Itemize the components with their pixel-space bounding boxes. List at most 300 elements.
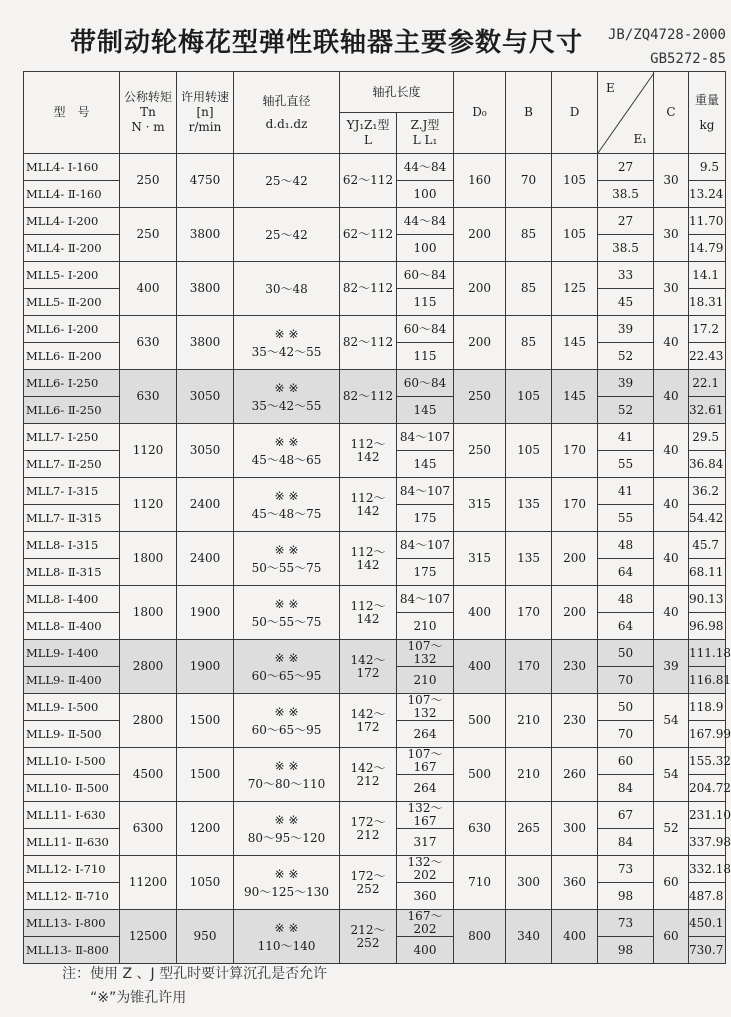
torque-cell: 6300 xyxy=(120,802,177,856)
speed-cell: 3800 xyxy=(177,316,234,370)
d-cell: 125 xyxy=(552,262,598,316)
c-cell: 40 xyxy=(654,424,689,478)
header-diameter xyxy=(234,72,340,154)
b-cell: 170 xyxy=(506,640,552,694)
model-cell: MLL8- Ⅰ-315 xyxy=(24,532,120,559)
taper-mark: ※ ※ xyxy=(274,380,299,395)
e-cell: 48 xyxy=(598,586,654,613)
header-torque xyxy=(120,72,177,154)
e-cell: 48 xyxy=(598,532,654,559)
diameter-cell xyxy=(234,910,340,964)
weight-cell: 332.18 xyxy=(689,856,726,883)
torque-cell: 630 xyxy=(120,316,177,370)
header-weight-unit: kg xyxy=(699,117,715,132)
d0-cell: 160 xyxy=(454,154,506,208)
model-cell: MLL7- Ⅰ-250 xyxy=(24,424,120,451)
diameter-cell xyxy=(234,802,340,856)
diameter-cell xyxy=(234,586,340,640)
table-row xyxy=(24,154,726,181)
model-cell: MLL12- Ⅱ-710 xyxy=(24,883,120,910)
d-cell: 170 xyxy=(552,478,598,532)
b-cell: 170 xyxy=(506,586,552,640)
b-cell: 340 xyxy=(506,910,552,964)
taper-mark: ※ ※ xyxy=(274,488,299,503)
taper-mark: ※ ※ xyxy=(274,596,299,611)
zj-length-cell: 107～132 xyxy=(397,694,454,721)
torque-cell: 2800 xyxy=(120,640,177,694)
diameter-value: 25～42 xyxy=(265,227,308,242)
e1-cell: 38.5 xyxy=(598,235,654,262)
speed-cell: 1500 xyxy=(177,748,234,802)
model-cell: MLL11- Ⅱ-630 xyxy=(24,829,120,856)
zj-length-cell: 60～84 xyxy=(397,262,454,289)
header-d0: D₀ xyxy=(454,72,506,154)
model-cell: MLL13- Ⅱ-800 xyxy=(24,937,120,964)
model-cell: MLL12- Ⅰ-710 xyxy=(24,856,120,883)
table-row xyxy=(24,802,726,829)
page-title: 带制动轮梅花型弹性联轴器主要参数与尺寸 xyxy=(70,28,584,58)
table-row xyxy=(24,748,726,775)
l1-length-cell: 264 xyxy=(397,775,454,802)
weight-cell: 22.1 xyxy=(689,370,726,397)
model-cell: MLL4- Ⅱ-160 xyxy=(24,181,120,208)
b-cell: 105 xyxy=(506,370,552,424)
torque-cell: 2800 xyxy=(120,694,177,748)
speed-cell: 3800 xyxy=(177,208,234,262)
model-cell: MLL11- Ⅰ-630 xyxy=(24,802,120,829)
diameter-value: 30～48 xyxy=(265,281,308,296)
d-cell: 230 xyxy=(552,694,598,748)
diameter-cell xyxy=(234,748,340,802)
weight-cell: 167.99 xyxy=(689,721,726,748)
model-cell: MLL4- Ⅱ-200 xyxy=(24,235,120,262)
zj-length-cell: 84～107 xyxy=(397,424,454,451)
weight-cell: 13.24 xyxy=(689,181,726,208)
weight-cell: 29.5 xyxy=(689,424,726,451)
d0-cell: 200 xyxy=(454,262,506,316)
b-cell: 85 xyxy=(506,262,552,316)
header-b: B xyxy=(506,72,552,154)
yj-length-cell: 142～172 xyxy=(340,640,397,694)
zj-length-cell: 132～202 xyxy=(397,856,454,883)
header-speed-title: 许用转速 xyxy=(180,90,229,104)
header-zj-title: Z.J型 xyxy=(410,118,440,132)
speed-cell: 3050 xyxy=(177,370,234,424)
d-cell: 230 xyxy=(552,640,598,694)
taper-mark: ※ ※ xyxy=(274,866,299,881)
header-e: E xyxy=(606,80,615,95)
diameter-cell xyxy=(234,154,340,208)
b-cell: 300 xyxy=(506,856,552,910)
diameter-value: 35～42～55 xyxy=(251,398,322,413)
c-cell: 30 xyxy=(654,208,689,262)
header-torque-title: 公称转矩 xyxy=(123,90,172,104)
zj-length-cell: 44～84 xyxy=(397,208,454,235)
torque-cell: 250 xyxy=(120,208,177,262)
l1-length-cell: 210 xyxy=(397,613,454,640)
d-cell: 260 xyxy=(552,748,598,802)
table-row xyxy=(24,208,726,235)
taper-mark: ※ ※ xyxy=(274,920,299,935)
speed-cell: 950 xyxy=(177,910,234,964)
header-d: D xyxy=(552,72,598,154)
table-row xyxy=(24,910,726,937)
diameter-value: 50～55～75 xyxy=(251,560,322,575)
table-row xyxy=(24,640,726,667)
c-cell: 40 xyxy=(654,586,689,640)
e1-cell: 70 xyxy=(598,667,654,694)
b-cell: 135 xyxy=(506,532,552,586)
c-cell: 40 xyxy=(654,370,689,424)
weight-cell: 155.32 xyxy=(689,748,726,775)
d0-cell: 200 xyxy=(454,316,506,370)
e1-cell: 84 xyxy=(598,775,654,802)
l1-length-cell: 360 xyxy=(397,883,454,910)
zj-length-cell: 167～202 xyxy=(397,910,454,937)
model-cell: MLL9- Ⅱ-500 xyxy=(24,721,120,748)
header-yj-symbol: L xyxy=(364,133,372,147)
model-cell: MLL9- Ⅰ-500 xyxy=(24,694,120,721)
weight-cell: 68.11 xyxy=(689,559,726,586)
weight-cell: 45.7 xyxy=(689,532,726,559)
table-row xyxy=(24,478,726,505)
taper-mark: ※ ※ xyxy=(274,812,299,827)
c-cell: 40 xyxy=(654,316,689,370)
weight-cell: 36.84 xyxy=(689,451,726,478)
d-cell: 170 xyxy=(552,424,598,478)
l1-length-cell: 145 xyxy=(397,451,454,478)
model-cell: MLL9- Ⅱ-400 xyxy=(24,667,120,694)
standard-number-secondary: GB5272-85 xyxy=(650,51,726,67)
e-cell: 41 xyxy=(598,478,654,505)
weight-cell: 111.18 xyxy=(689,640,726,667)
diameter-cell xyxy=(234,262,340,316)
e1-cell: 55 xyxy=(598,505,654,532)
d0-cell: 710 xyxy=(454,856,506,910)
d0-cell: 200 xyxy=(454,208,506,262)
table-row xyxy=(24,532,726,559)
d0-cell: 500 xyxy=(454,694,506,748)
b-cell: 85 xyxy=(506,208,552,262)
zj-length-cell: 107～132 xyxy=(397,640,454,667)
diameter-cell xyxy=(234,208,340,262)
taper-mark: ※ ※ xyxy=(274,704,299,719)
taper-mark: ※ ※ xyxy=(274,326,299,341)
c-cell: 30 xyxy=(654,262,689,316)
yj-length-cell: 82～112 xyxy=(340,262,397,316)
d-cell: 200 xyxy=(552,586,598,640)
l1-length-cell: 175 xyxy=(397,559,454,586)
footnote-counterbore: 注：使用 Z 、J 型孔时要计算沉孔是否允许 xyxy=(62,966,328,982)
header-zj-symbol: L L₁ xyxy=(412,133,438,147)
model-cell: MLL4- Ⅰ-200 xyxy=(24,208,120,235)
torque-cell: 11200 xyxy=(120,856,177,910)
header-bore-length: 轴孔长度 xyxy=(340,72,454,113)
e1-cell: 98 xyxy=(598,937,654,964)
table-row xyxy=(24,424,726,451)
header-speed-unit: r/min xyxy=(188,120,222,134)
model-cell: MLL10- Ⅰ-500 xyxy=(24,748,120,775)
speed-cell: 1900 xyxy=(177,640,234,694)
model-cell: MLL5- Ⅱ-200 xyxy=(24,289,120,316)
header-torque-unit: N · m xyxy=(131,120,165,134)
model-cell: MLL6- Ⅱ-250 xyxy=(24,397,120,424)
taper-mark: ※ ※ xyxy=(274,542,299,557)
b-cell: 135 xyxy=(506,478,552,532)
diameter-cell xyxy=(234,640,340,694)
zj-length-cell: 44～84 xyxy=(397,154,454,181)
e-cell: 50 xyxy=(598,640,654,667)
yj-length-cell: 172～252 xyxy=(340,856,397,910)
speed-cell: 4750 xyxy=(177,154,234,208)
b-cell: 265 xyxy=(506,802,552,856)
e-cell: 33 xyxy=(598,262,654,289)
speed-cell: 2400 xyxy=(177,532,234,586)
table-row xyxy=(24,586,726,613)
d0-cell: 315 xyxy=(454,478,506,532)
yj-length-cell: 112～142 xyxy=(340,478,397,532)
c-cell: 30 xyxy=(654,154,689,208)
yj-length-cell: 112～142 xyxy=(340,532,397,586)
model-cell: MLL13- Ⅰ-800 xyxy=(24,910,120,937)
speed-cell: 1900 xyxy=(177,586,234,640)
weight-cell: 22.43 xyxy=(689,343,726,370)
b-cell: 105 xyxy=(506,424,552,478)
table-row xyxy=(24,316,726,343)
zj-length-cell: 84～107 xyxy=(397,532,454,559)
weight-cell: 96.98 xyxy=(689,613,726,640)
parameter-table xyxy=(23,71,731,964)
header-yj-type xyxy=(340,113,397,154)
c-cell: 54 xyxy=(654,748,689,802)
e1-cell: 98 xyxy=(598,883,654,910)
standard-number: JB/ZQ4728-2000 xyxy=(607,27,726,43)
e-cell: 67 xyxy=(598,802,654,829)
d-cell: 145 xyxy=(552,316,598,370)
diameter-value: 60～65～95 xyxy=(251,722,322,737)
speed-cell: 1200 xyxy=(177,802,234,856)
model-cell: MLL8- Ⅱ-400 xyxy=(24,613,120,640)
b-cell: 70 xyxy=(506,154,552,208)
zj-length-cell: 84～107 xyxy=(397,586,454,613)
diameter-value: 110～140 xyxy=(257,938,316,953)
model-cell: MLL9- Ⅰ-400 xyxy=(24,640,120,667)
weight-cell: 487.8 xyxy=(689,883,726,910)
header-model: 型 号 xyxy=(24,72,120,154)
header-c: C xyxy=(654,72,689,154)
c-cell: 54 xyxy=(654,694,689,748)
header-diameter-symbol: d.d₁.dz xyxy=(265,116,308,131)
weight-cell: 32.61 xyxy=(689,397,726,424)
header-weight-title: 重量 xyxy=(695,92,720,107)
yj-length-cell: 112～142 xyxy=(340,586,397,640)
d0-cell: 400 xyxy=(454,586,506,640)
d0-cell: 250 xyxy=(454,370,506,424)
zj-length-cell: 60～84 xyxy=(397,316,454,343)
yj-length-cell: 82～112 xyxy=(340,370,397,424)
diameter-value: 50～55～75 xyxy=(251,614,322,629)
l1-length-cell: 317 xyxy=(397,829,454,856)
d0-cell: 630 xyxy=(454,802,506,856)
diameter-cell xyxy=(234,316,340,370)
e-e1-diagonal-cell xyxy=(598,73,653,153)
model-cell: MLL7- Ⅱ-315 xyxy=(24,505,120,532)
torque-cell: 12500 xyxy=(120,910,177,964)
weight-cell: 54.42 xyxy=(689,505,726,532)
speed-cell: 3050 xyxy=(177,424,234,478)
d-cell: 400 xyxy=(552,910,598,964)
yj-length-cell: 62～112 xyxy=(340,154,397,208)
e-cell: 39 xyxy=(598,370,654,397)
header-e-e1 xyxy=(598,72,654,154)
d0-cell: 500 xyxy=(454,748,506,802)
zj-length-cell: 107～167 xyxy=(397,748,454,775)
diameter-cell xyxy=(234,370,340,424)
weight-cell: 17.2 xyxy=(689,316,726,343)
l1-length-cell: 115 xyxy=(397,343,454,370)
weight-cell: 36.2 xyxy=(689,478,726,505)
e-cell: 60 xyxy=(598,748,654,775)
zj-length-cell: 132～167 xyxy=(397,802,454,829)
yj-length-cell: 142～212 xyxy=(340,748,397,802)
e-cell: 27 xyxy=(598,154,654,181)
yj-length-cell: 62～112 xyxy=(340,208,397,262)
yj-length-cell: 172～212 xyxy=(340,802,397,856)
c-cell: 40 xyxy=(654,478,689,532)
taper-mark: ※ ※ xyxy=(274,758,299,773)
e1-cell: 45 xyxy=(598,289,654,316)
footnote-taper-bore: “※”为锥孔许用 xyxy=(90,990,187,1006)
model-cell: MLL8- Ⅱ-315 xyxy=(24,559,120,586)
l1-length-cell: 210 xyxy=(397,667,454,694)
l1-length-cell: 115 xyxy=(397,289,454,316)
table-row xyxy=(24,694,726,721)
diameter-cell xyxy=(234,694,340,748)
l1-length-cell: 264 xyxy=(397,721,454,748)
c-cell: 39 xyxy=(654,640,689,694)
diameter-value: 60～65～95 xyxy=(251,668,322,683)
weight-cell: 337.98 xyxy=(689,829,726,856)
d-cell: 200 xyxy=(552,532,598,586)
model-cell: MLL6- Ⅰ-250 xyxy=(24,370,120,397)
d-cell: 105 xyxy=(552,154,598,208)
c-cell: 60 xyxy=(654,910,689,964)
diameter-value: 25～42 xyxy=(265,173,308,188)
header-diameter-title: 轴孔直径 xyxy=(262,93,311,108)
diameter-value: 80～95～120 xyxy=(247,830,326,845)
yj-length-cell: 212～252 xyxy=(340,910,397,964)
speed-cell: 2400 xyxy=(177,478,234,532)
l1-length-cell: 400 xyxy=(397,937,454,964)
weight-cell: 14.1 xyxy=(689,262,726,289)
weight-cell: 116.81 xyxy=(689,667,726,694)
model-cell: MLL6- Ⅰ-200 xyxy=(24,316,120,343)
model-cell: MLL7- Ⅱ-250 xyxy=(24,451,120,478)
header-e1: E₁ xyxy=(633,131,648,146)
table-row xyxy=(24,370,726,397)
l1-length-cell: 145 xyxy=(397,397,454,424)
model-cell: MLL10- Ⅱ-500 xyxy=(24,775,120,802)
speed-cell: 1050 xyxy=(177,856,234,910)
weight-cell: 231.10 xyxy=(689,802,726,829)
diameter-value: 90～125～130 xyxy=(243,884,330,899)
weight-cell: 730.7 xyxy=(689,937,726,964)
c-cell: 40 xyxy=(654,532,689,586)
b-cell: 210 xyxy=(506,694,552,748)
e-cell: 73 xyxy=(598,856,654,883)
diameter-value: 45～48～75 xyxy=(251,506,322,521)
e1-cell: 38.5 xyxy=(598,181,654,208)
diameter-cell xyxy=(234,424,340,478)
header-yj-title: YJ₁Z₁型 xyxy=(346,118,390,132)
diameter-value: 35～42～55 xyxy=(251,344,322,359)
zj-length-cell: 84～107 xyxy=(397,478,454,505)
b-cell: 210 xyxy=(506,748,552,802)
e-cell: 41 xyxy=(598,424,654,451)
diameter-value: 45～48～65 xyxy=(251,452,322,467)
speed-cell: 3800 xyxy=(177,262,234,316)
header-speed xyxy=(177,72,234,154)
d0-cell: 250 xyxy=(454,424,506,478)
e1-cell: 64 xyxy=(598,559,654,586)
weight-cell: 118.9 xyxy=(689,694,726,721)
zj-length-cell: 60～84 xyxy=(397,370,454,397)
yj-length-cell: 112～142 xyxy=(340,424,397,478)
l1-length-cell: 100 xyxy=(397,235,454,262)
e-cell: 27 xyxy=(598,208,654,235)
e-cell: 73 xyxy=(598,910,654,937)
weight-cell: 11.70 xyxy=(689,208,726,235)
torque-cell: 630 xyxy=(120,370,177,424)
weight-cell: 18.31 xyxy=(689,289,726,316)
diameter-value: 70～80～110 xyxy=(247,776,326,791)
l1-length-cell: 100 xyxy=(397,181,454,208)
taper-mark: ※ ※ xyxy=(274,650,299,665)
e1-cell: 70 xyxy=(598,721,654,748)
weight-cell: 9.5 xyxy=(689,154,726,181)
taper-mark: ※ ※ xyxy=(274,434,299,449)
model-cell: MLL8- Ⅰ-400 xyxy=(24,586,120,613)
torque-cell: 4500 xyxy=(120,748,177,802)
model-cell: MLL4- Ⅰ-160 xyxy=(24,154,120,181)
e1-cell: 52 xyxy=(598,397,654,424)
c-cell: 60 xyxy=(654,856,689,910)
d-cell: 105 xyxy=(552,208,598,262)
model-cell: MLL6- Ⅱ-200 xyxy=(24,343,120,370)
torque-cell: 400 xyxy=(120,262,177,316)
e-cell: 50 xyxy=(598,694,654,721)
torque-cell: 1120 xyxy=(120,478,177,532)
model-cell: MLL7- Ⅰ-315 xyxy=(24,478,120,505)
d0-cell: 800 xyxy=(454,910,506,964)
torque-cell: 1800 xyxy=(120,586,177,640)
c-cell: 52 xyxy=(654,802,689,856)
d-cell: 300 xyxy=(552,802,598,856)
table-row xyxy=(24,856,726,883)
diameter-cell xyxy=(234,478,340,532)
d0-cell: 400 xyxy=(454,640,506,694)
diameter-cell xyxy=(234,532,340,586)
speed-cell: 1500 xyxy=(177,694,234,748)
b-cell: 85 xyxy=(506,316,552,370)
yj-length-cell: 142～172 xyxy=(340,694,397,748)
torque-cell: 250 xyxy=(120,154,177,208)
weight-cell: 90.13 xyxy=(689,586,726,613)
torque-cell: 1800 xyxy=(120,532,177,586)
d-cell: 145 xyxy=(552,370,598,424)
header-weight xyxy=(689,72,726,154)
weight-cell: 14.79 xyxy=(689,235,726,262)
